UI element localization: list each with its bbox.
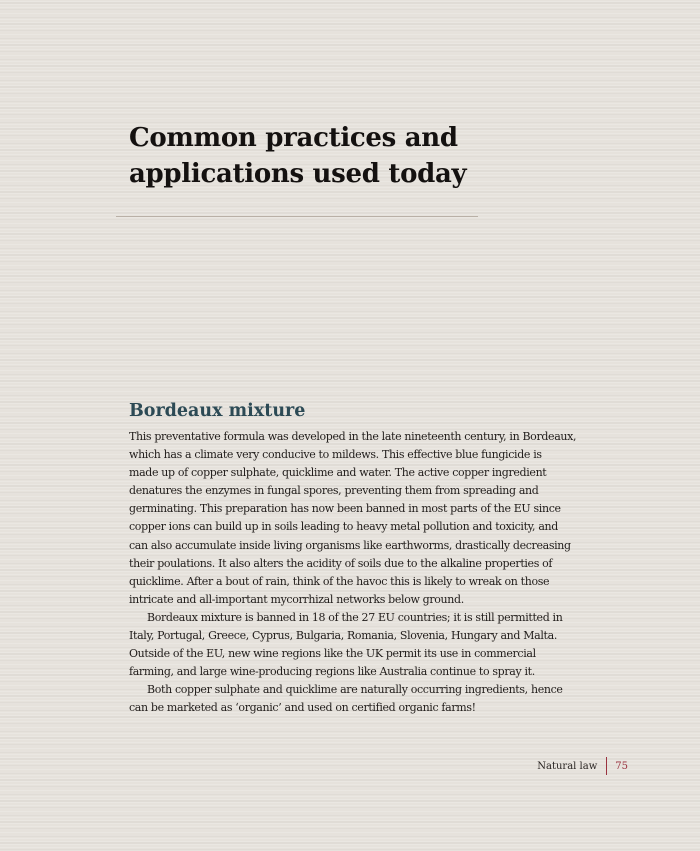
- text-line-paragraph-start: Both copper sulphate and quicklime are naturally occurring ingredients, hence: [147, 683, 563, 697]
- text-line: their poulations. It also alters the acidity of soils due to the alkaline properties of: [129, 556, 553, 570]
- text-line: which has a climate very conducive to mildews. This effective blue fungicide is: [129, 448, 542, 462]
- title-divider: [116, 216, 478, 217]
- text-line: Italy, Portugal, Greece, Cyprus, Bulgaria, Romania, Slovenia, Hungary and Malta.: [129, 629, 557, 643]
- text-line: farming, and large wine-producing regions like Australia continue to spray it.: [129, 665, 535, 679]
- page-title: [129, 120, 549, 192]
- text-line: can be marketed as ‘organic’ and used on certified organic farms!: [129, 701, 476, 715]
- page-footer: [537, 757, 628, 775]
- text-line: intricate and all-important mycorrhizal networks below ground.: [129, 592, 464, 606]
- text-line-paragraph-start: Bordeaux mixture is banned in 18 of the 27 EU countries; it is still permitted in: [147, 610, 563, 624]
- text-line: denatures the enzymes in fungal spores, preventing them from spreading and: [129, 484, 539, 498]
- page-number: 75: [615, 760, 628, 772]
- text-line: Outside of the EU, new wine regions like the UK permit its use in commercial: [129, 647, 536, 661]
- page-title-line-2: applications used today: [129, 159, 467, 189]
- running-head: Natural law: [537, 760, 598, 772]
- text-line: copper ions can build up in soils leading to heavy metal pollution and toxicity, and: [129, 520, 558, 534]
- text-line: quicklime. After a bout of rain, think of the havoc this is likely to wreak on those: [129, 574, 550, 588]
- text-line: germinating. This preparation has now been banned in most parts of the EU since: [129, 502, 561, 516]
- body-text: [129, 428, 619, 718]
- text-line: This preventative formula was developed in the late nineteenth century, in Bordeaux,: [129, 430, 577, 443]
- text-line: can also accumulate inside living organisms like earthworms, drastically decreasing: [129, 538, 571, 552]
- page-title-line-1: Common practices and: [129, 123, 458, 153]
- footer-divider: [606, 757, 607, 775]
- section-heading: Bordeaux mixture: [129, 401, 306, 421]
- text-line: made up of copper sulphate, quicklime and water. The active copper ingredient: [129, 466, 547, 480]
